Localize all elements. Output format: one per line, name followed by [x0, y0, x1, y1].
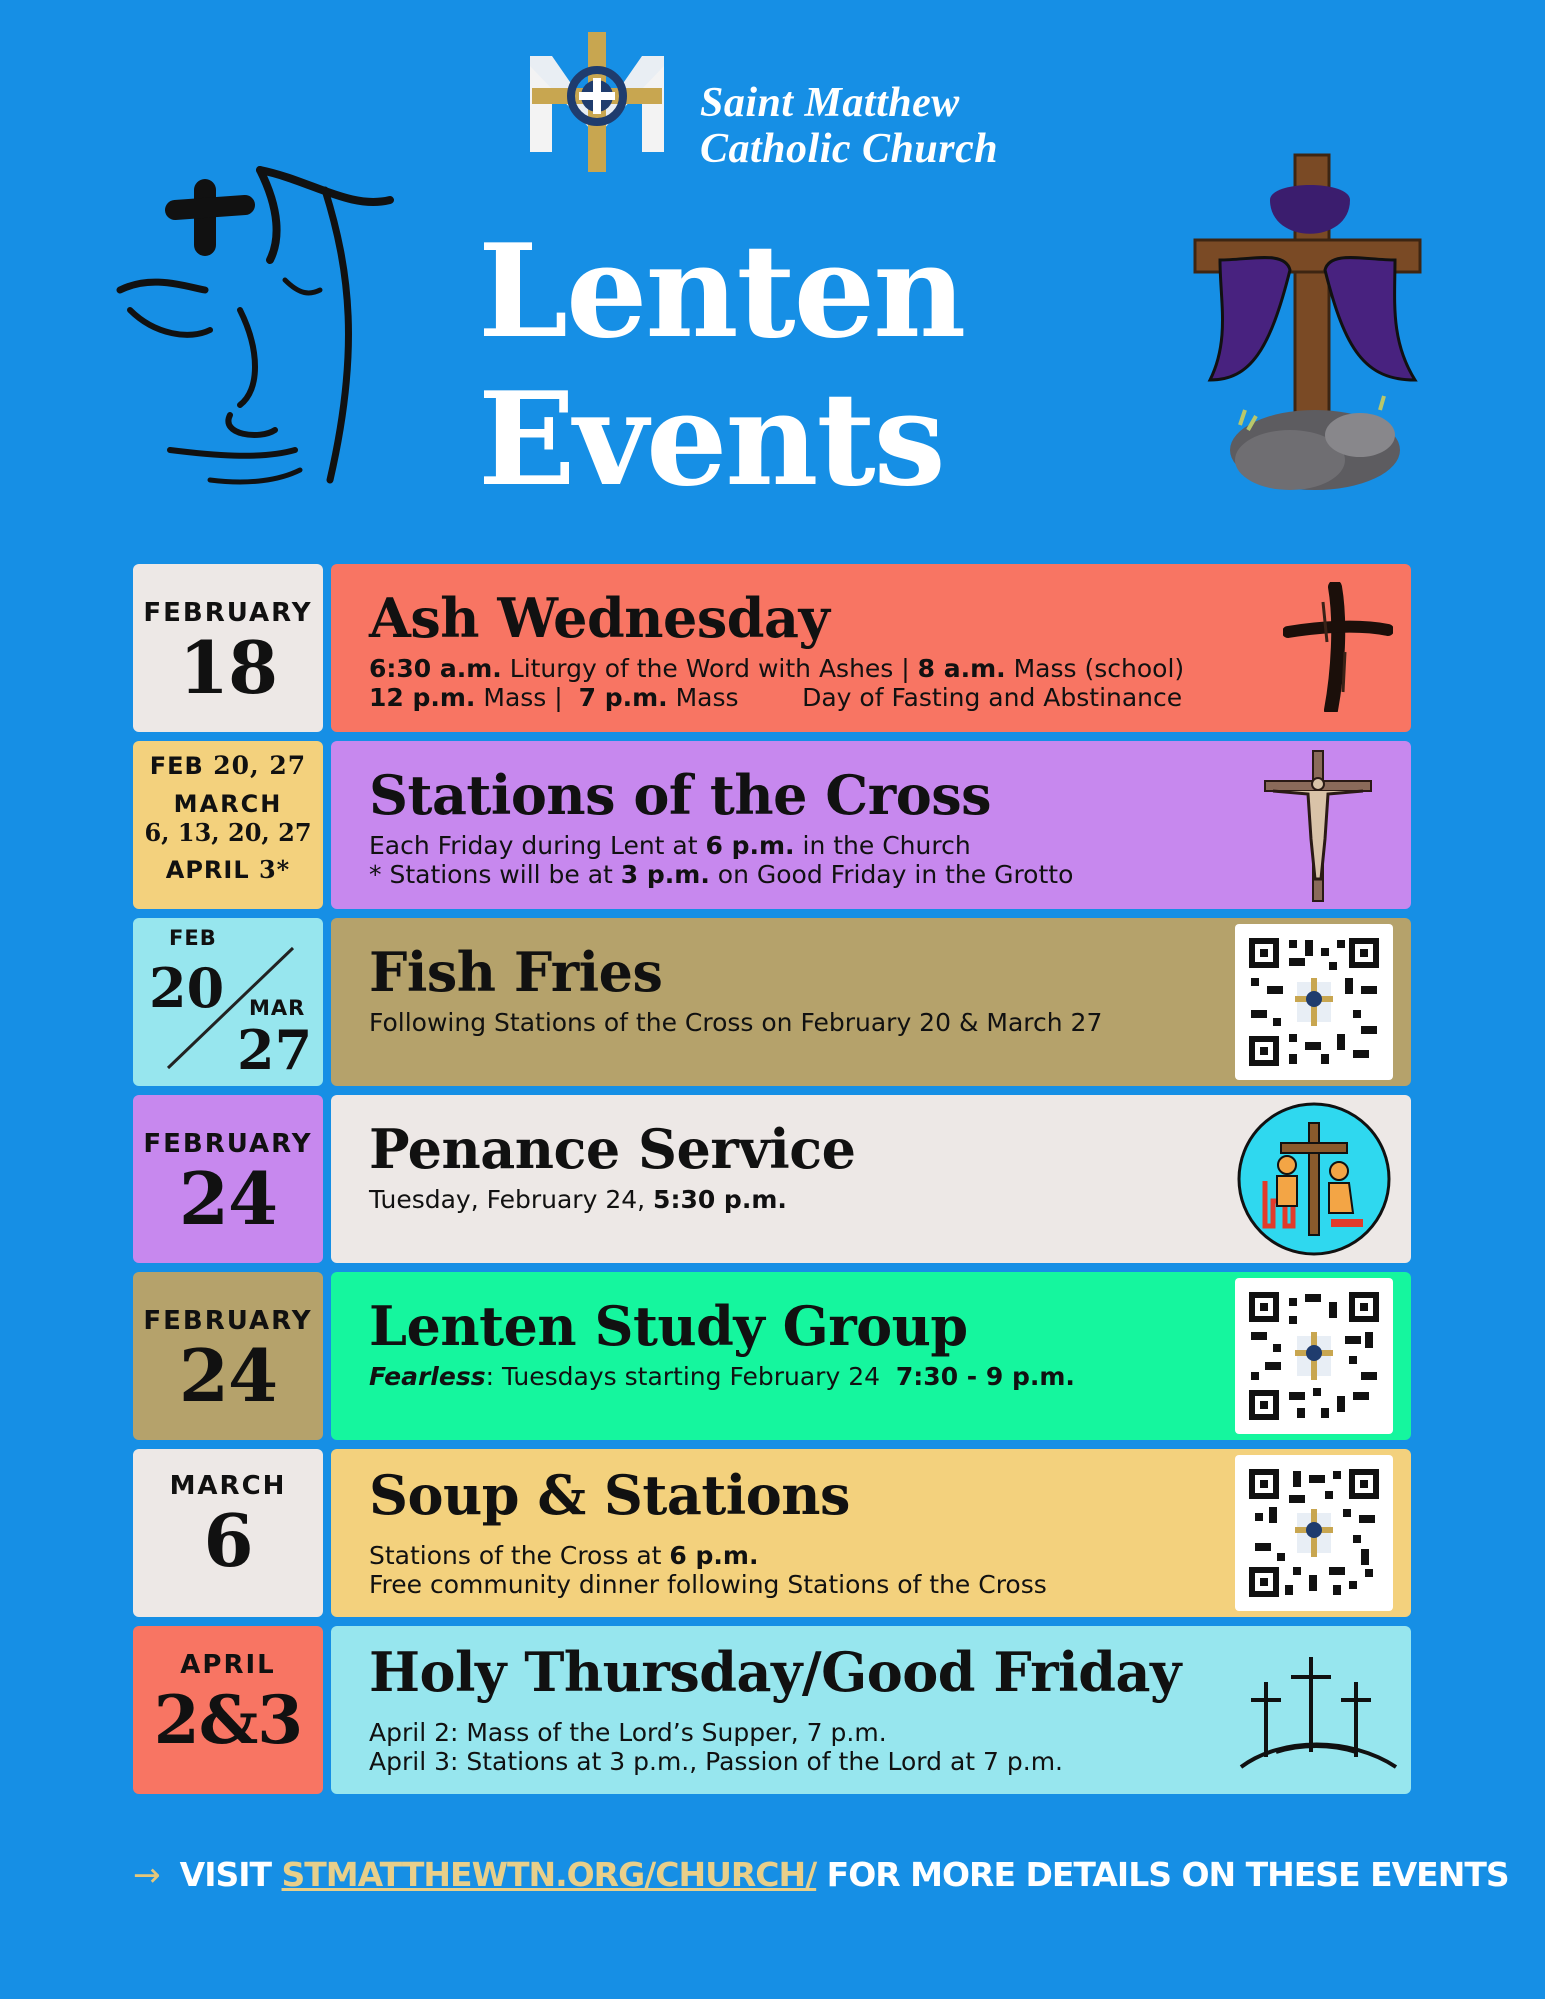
footer-visit: VISIT — [179, 1855, 282, 1894]
event-row-soup-stations — [133, 1449, 1411, 1617]
time-text: 6 p.m. — [705, 831, 795, 860]
date-month: FEBRUARY — [143, 1306, 313, 1336]
time-text: 7:30 - 9 p.m. — [895, 1362, 1075, 1391]
qr-pattern — [1249, 1469, 1379, 1597]
event-row-ash-wednesday — [133, 564, 1411, 732]
detail-text: Stations of the Cross at — [369, 1541, 670, 1570]
event-detail-line2 — [369, 683, 1184, 712]
event-details — [369, 1008, 1102, 1037]
event-card — [331, 1449, 1411, 1617]
church-name-line1: Saint Matthew — [700, 80, 960, 126]
detail-text: Tuesday, February 24, — [369, 1185, 654, 1214]
event-detail-line2: April 3: Stations at 3 p.m., Passion of the Lord at 7 p.m. — [369, 1747, 1063, 1776]
confession-icon — [1235, 1101, 1393, 1257]
three-crosses-icon — [1231, 1652, 1401, 1782]
event-detail-line1 — [369, 1541, 1047, 1570]
date-line1 — [133, 751, 323, 780]
detail-text: in the Church — [794, 831, 971, 860]
event-detail-line2 — [369, 860, 1073, 889]
date-box — [133, 1095, 323, 1263]
date-days: 3* — [258, 855, 291, 884]
date-month: APRIL — [165, 856, 250, 884]
detail-text: Each Friday during Lent at — [369, 831, 706, 860]
date-day: 18 — [178, 625, 278, 710]
detail-text: Mass Day of Fasting and Abstinance — [667, 683, 1183, 712]
event-card — [331, 1272, 1411, 1440]
event-details — [369, 1185, 787, 1214]
event-card — [331, 741, 1411, 909]
date-box — [133, 1449, 323, 1617]
detail-text: : Tuesdays starting February 24 — [485, 1362, 896, 1391]
date-box — [133, 1626, 323, 1794]
date-month: APRIL — [180, 1650, 276, 1680]
qr-pattern — [1249, 1292, 1379, 1420]
qr-code-icon[interactable] — [1235, 924, 1393, 1080]
church-name-line2: Catholic Church — [700, 126, 999, 172]
date-days: 20, 27 — [213, 751, 307, 780]
date-box — [133, 1272, 323, 1440]
date-month: MARCH — [173, 790, 283, 818]
date-day-end: 27 — [237, 1018, 313, 1082]
header — [0, 0, 1545, 520]
date-month: MARCH — [169, 1471, 287, 1501]
event-title: Fish Fries — [369, 940, 663, 1004]
title-line1: Lenten — [478, 217, 965, 367]
qr-code-icon[interactable] — [1235, 1455, 1393, 1611]
event-title: Soup & Stations — [369, 1463, 850, 1527]
detail-text: on Good Friday in the Grotto — [709, 860, 1074, 889]
event-title: Stations of the Cross — [369, 763, 992, 827]
time-text: 7 p.m. — [578, 683, 668, 712]
time-text: 6 p.m. — [669, 1541, 759, 1570]
event-row-fish-fries — [133, 918, 1411, 1086]
time-text: 6:30 a.m. — [369, 654, 502, 683]
event-details — [369, 1362, 1075, 1391]
date-day: 24 — [178, 1156, 278, 1241]
praying-face-illustration — [110, 150, 410, 490]
event-detail-line1 — [369, 1362, 1075, 1391]
draped-cross-illustration — [1190, 150, 1460, 500]
date-month-end: MAR — [249, 996, 306, 1020]
page-title — [478, 218, 964, 514]
event-detail-line1: April 2: Mass of the Lord’s Supper, 7 p.m. — [369, 1718, 887, 1747]
date-box — [133, 564, 323, 732]
church-name — [700, 80, 998, 172]
detail-text: Liturgy of the Word with Ashes | — [501, 654, 918, 683]
date-day: 24 — [178, 1333, 278, 1418]
title-line2: Events — [478, 365, 944, 515]
event-detail-line1: Following Stations of the Cross on February 20 & March 27 — [369, 1008, 1103, 1037]
detail-text: Mass | — [475, 683, 579, 712]
time-text: 3 p.m. — [620, 860, 710, 889]
event-details — [369, 1718, 1063, 1776]
church-logo — [522, 26, 672, 176]
event-title: Ash Wednesday — [369, 586, 830, 650]
event-details — [369, 831, 1073, 889]
time-text: 12 p.m. — [369, 683, 476, 712]
qr-pattern — [1249, 938, 1379, 1066]
event-details — [369, 654, 1184, 712]
event-row-holy-week — [133, 1626, 1411, 1794]
event-card — [331, 1626, 1411, 1794]
footer-rest: FOR MORE DETAILS ON THESE EVENTS — [816, 1855, 1509, 1894]
event-card — [331, 564, 1411, 732]
website-link[interactable]: STMATTHEWTN.ORG/CHURCH/ — [281, 1855, 817, 1894]
footer — [133, 1855, 1509, 1894]
event-detail-line2: Free community dinner following Stations of the Cross — [369, 1570, 1047, 1599]
ash-cross-icon — [1283, 582, 1393, 712]
date-day: 2&3 — [153, 1681, 303, 1759]
date-day: 6 — [203, 1498, 253, 1583]
event-card — [331, 918, 1411, 1086]
event-details — [369, 1541, 1047, 1599]
time-text: 8 a.m. — [917, 654, 1006, 683]
event-row-penance — [133, 1095, 1411, 1263]
study-title: Fearless — [369, 1362, 486, 1391]
event-detail-line1 — [369, 1185, 787, 1214]
event-card — [331, 1095, 1411, 1263]
arrow-right-icon: → — [133, 1855, 160, 1894]
date-day-start: 20 — [149, 956, 225, 1020]
event-detail-line1 — [369, 831, 1073, 860]
event-detail-line1 — [369, 654, 1184, 683]
date-month: FEB — [149, 752, 204, 780]
date-box — [133, 741, 323, 909]
event-title: Penance Service — [369, 1117, 856, 1181]
date-box — [133, 918, 323, 1086]
date-month-start: FEB — [169, 926, 217, 950]
time-text: 5:30 p.m. — [653, 1185, 787, 1214]
date-month: FEBRUARY — [143, 598, 313, 628]
event-title: Holy Thursday/Good Friday — [369, 1640, 1181, 1704]
detail-text: * Stations will be at — [369, 860, 621, 889]
qr-code-icon[interactable] — [1235, 1278, 1393, 1434]
date-days: 6, 13, 20, 27 — [144, 818, 312, 847]
event-row-stations — [133, 741, 1411, 909]
event-row-study-group — [133, 1272, 1411, 1440]
event-title: Lenten Study Group — [369, 1294, 968, 1358]
crucifix-icon — [1263, 749, 1373, 904]
detail-text: Mass (school) — [1005, 654, 1185, 683]
date-line4 — [133, 855, 323, 884]
date-month: FEBRUARY — [143, 1129, 313, 1159]
